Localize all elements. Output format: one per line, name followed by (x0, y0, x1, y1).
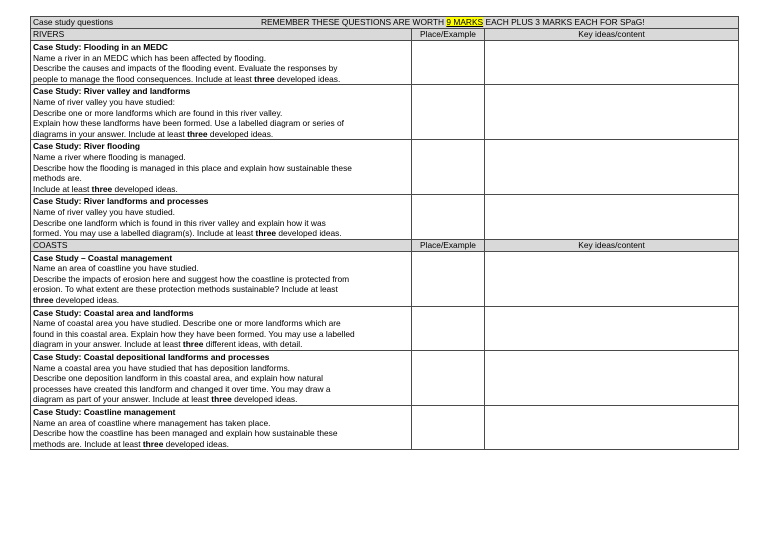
case-study-question (31, 41, 412, 85)
key-ideas-cell[interactable] (485, 41, 739, 85)
question-text: methods are. (33, 173, 82, 184)
question-line (33, 384, 409, 395)
case-study-title: Case Study: River flooding (33, 141, 141, 152)
case-study-question (31, 195, 412, 239)
question-text: erosion. To what extent are these protection methods sustainable? Include at least (33, 284, 338, 295)
question-line (33, 163, 409, 174)
question-line (33, 118, 409, 129)
question-text: formed. You may use a labelled diagram(s). Include at least (33, 228, 256, 239)
place-example-cell[interactable] (411, 406, 485, 450)
place-example-cell[interactable] (411, 351, 485, 406)
question-line (33, 394, 409, 405)
question-line (33, 63, 409, 74)
question-text: diagrams in your answer. Include at least (33, 128, 188, 139)
case-study-row (31, 140, 739, 195)
question-text: diagram as part of your answer. Include at least (33, 394, 212, 405)
marks-warning-tail: EACH PLUS 3 MARKS EACH FOR SPaG! (483, 17, 645, 27)
case-study-row (31, 41, 739, 85)
question-line (33, 284, 409, 295)
title-row (31, 17, 739, 29)
rivers-header-row (31, 29, 739, 41)
case-study-question (31, 251, 412, 306)
place-example-cell[interactable] (411, 195, 485, 239)
key-ideas-cell[interactable] (485, 306, 739, 350)
emphasis-three: three (211, 394, 232, 405)
case-study-row (31, 351, 739, 406)
rivers-place-header: Place/Example (411, 29, 485, 41)
question-line (33, 97, 409, 108)
emphasis-three: three (182, 339, 204, 350)
question-line (33, 152, 409, 163)
question-text: methods are. Include at least (33, 438, 143, 449)
question-tail: developed ideas. (276, 228, 342, 239)
question-tail: developed ideas. (207, 128, 274, 139)
place-example-cell[interactable] (411, 85, 485, 140)
question-text: Describe the impacts of erosion here and suggest how the coastline is protected from (33, 273, 350, 284)
marks-highlight: 9 MARKS (446, 17, 484, 27)
question-line (33, 184, 409, 195)
question-text: Describe how the flooding is managed in this place and explain how sustainable these (33, 162, 352, 173)
question-text: Describe how the coastline has been managed and explain how sustainable these (33, 428, 338, 439)
question-line (33, 418, 409, 429)
place-example-cell[interactable] (411, 140, 485, 195)
question-line (33, 339, 409, 350)
question-text: Name an area of coastline you have studied. (33, 263, 199, 274)
question-line (33, 207, 409, 218)
question-text: Describe one deposition landform in this coastal area, and explain how natural (33, 373, 324, 384)
coasts-place-header: Place/Example (411, 239, 485, 251)
coasts-header-row (31, 239, 739, 251)
question-text: Name a coastal area you have studied that has deposition landforms. (33, 362, 290, 373)
question-line (33, 218, 409, 229)
question-text: Name of river valley you have studied: (33, 96, 175, 107)
question-line (33, 295, 409, 306)
key-ideas-cell[interactable] (485, 195, 739, 239)
emphasis-three: three (255, 228, 277, 239)
case-study-question (31, 406, 412, 450)
question-tail: developed ideas. (163, 438, 230, 449)
case-study-title: Case Study: Flooding in an MEDC (33, 42, 168, 52)
case-study-question (31, 306, 412, 350)
question-tail: developed ideas. (231, 394, 298, 405)
question-line (33, 108, 409, 119)
question-text: Name of river valley you have studied. (33, 206, 175, 217)
question-text: Name an area of coastline where management has taken place. (33, 417, 271, 428)
coasts-heading: COASTS (31, 239, 412, 251)
question-line (33, 228, 409, 239)
rivers-heading: RIVERS (31, 29, 412, 41)
case-study-title: Case Study: Coastal depositional landforms and processes (33, 352, 270, 363)
emphasis-three: three (142, 438, 164, 449)
case-study-row (31, 85, 739, 140)
question-text: Name a river where flooding is managed. (33, 151, 186, 162)
case-study-title: Case Study: Coastal area and landforms (33, 307, 194, 318)
emphasis-three: three (33, 295, 54, 306)
key-ideas-cell[interactable] (485, 351, 739, 406)
question-tail: developed ideas. (112, 183, 178, 194)
key-ideas-cell[interactable] (485, 85, 739, 140)
emphasis-three: three (187, 128, 208, 139)
question-line (33, 318, 409, 329)
question-line (33, 373, 409, 384)
emphasis-three: three (254, 73, 275, 84)
sheet-title: Case study questions (33, 17, 114, 27)
question-text: found in this coastal area. Explain how they have been formed. You may use a labelled (33, 328, 355, 339)
question-tail: developed ideas. (53, 295, 120, 306)
question-line (33, 53, 409, 64)
question-text: Explain how these landforms have been formed. Use a labelled diagram or series of (33, 118, 344, 129)
case-study-row (31, 251, 739, 306)
title-cell (31, 17, 739, 29)
question-line (33, 363, 409, 374)
key-ideas-cell[interactable] (485, 251, 739, 306)
question-text: Name of coastal area you have studied. Describe one or more landforms which are (33, 318, 341, 329)
case-study-table (30, 16, 739, 450)
question-line (33, 263, 409, 274)
question-text: processes have created this landform and changed it over time. You may draw a (33, 383, 331, 394)
question-line (33, 173, 409, 184)
question-text: Describe one or more landforms which are found in this river valley. (33, 107, 283, 118)
rivers-section (31, 41, 739, 240)
question-line (33, 129, 409, 140)
rivers-ideas-header: Key ideas/content (485, 29, 739, 41)
case-study-title: Case Study – Coastal management (33, 252, 173, 263)
emphasis-three: three (91, 183, 113, 194)
question-text: diagram in your answer. Include at least (33, 339, 183, 350)
question-text: Describe one landform which is found in this river valley and explain how it was (33, 217, 326, 228)
case-study-row (31, 306, 739, 350)
question-text: Name a river in an MEDC which has been affected by flooding. (33, 52, 267, 63)
marks-warning (261, 17, 645, 28)
place-example-cell[interactable] (411, 41, 485, 85)
case-study-row (31, 406, 739, 450)
question-text: Describe the causes and impacts of the flooding event. Evaluate the responses by (33, 63, 338, 74)
case-study-row (31, 195, 739, 239)
coasts-section (31, 251, 739, 450)
question-tail: different ideas, with detail. (203, 339, 303, 350)
case-study-title: Case Study: Coastline management (33, 407, 176, 417)
place-example-cell[interactable] (411, 251, 485, 306)
place-example-cell[interactable] (411, 306, 485, 350)
case-study-title: Case Study: River valley and landforms (33, 86, 191, 97)
case-study-question (31, 85, 412, 140)
marks-warning-text: REMEMBER THESE QUESTIONS ARE WORTH (261, 17, 447, 27)
question-text: people to manage the flood consequences. Include at least (33, 73, 255, 84)
question-tail: developed ideas. (274, 73, 341, 84)
question-line (33, 439, 409, 450)
question-line (33, 74, 409, 85)
case-study-question (31, 140, 412, 195)
question-line (33, 274, 409, 285)
case-study-question (31, 351, 412, 406)
case-study-title: Case Study: River landforms and processes (33, 196, 209, 207)
coasts-ideas-header: Key ideas/content (485, 239, 739, 251)
key-ideas-cell[interactable] (485, 140, 739, 195)
key-ideas-cell[interactable] (485, 406, 739, 450)
question-line (33, 428, 409, 439)
question-line (33, 329, 409, 340)
question-text: Include at least (33, 183, 92, 194)
